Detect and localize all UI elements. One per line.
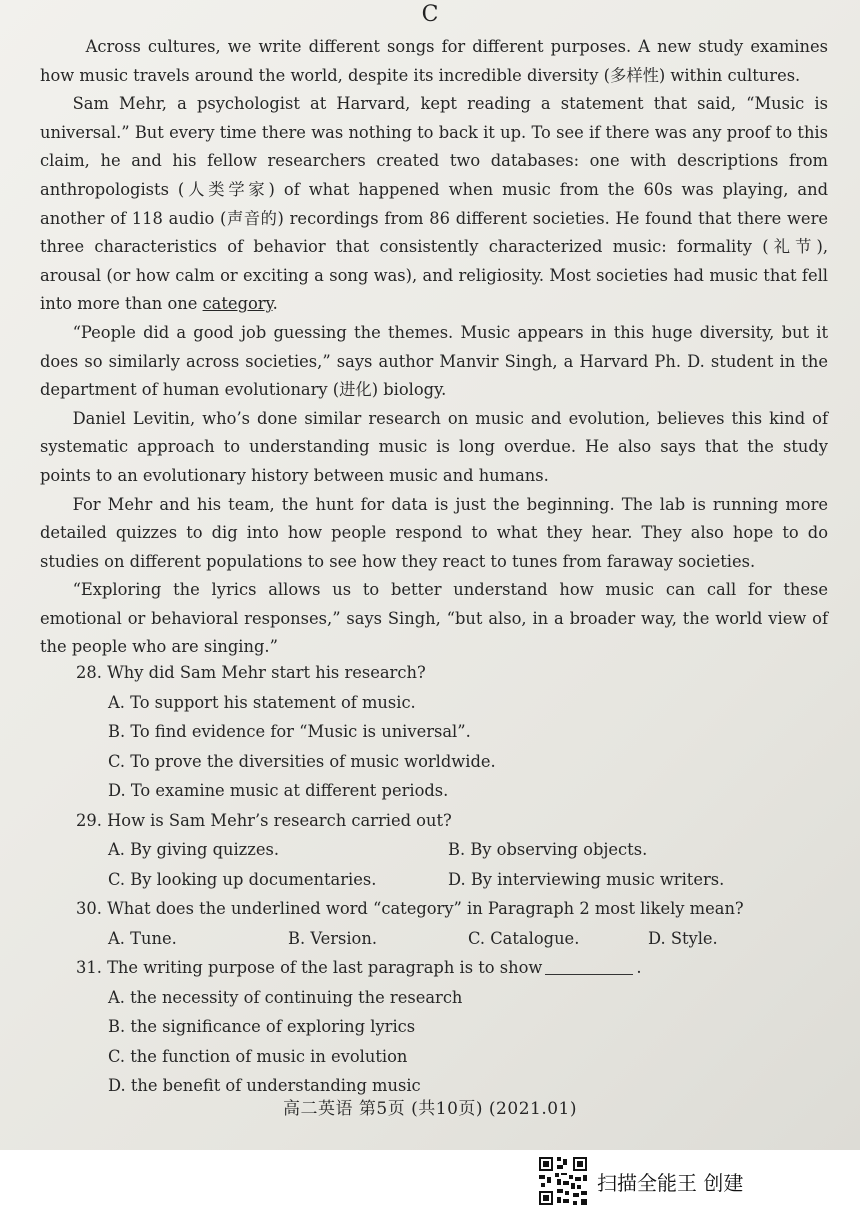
question-29-stem: 29. How is Sam Mehr’s research carried out? xyxy=(76,810,452,830)
question-29-option-b: B. By observing objects. xyxy=(448,840,648,859)
question-31-option-a: A. the necessity of continuing the research xyxy=(108,987,463,1007)
question-31-stem xyxy=(76,953,816,983)
paragraph-2-text: Sam Mehr, a psychologist at Harvard, kept reading a statement that said, “Music is universal.” But every time there was nothing to back it up. To see if there was any proof to this claim, he and his fellow researchers created two databases: one with descriptions from anthropologists (人类学家) of what happened when music from the 60s was playing, and another of 118 audio (声音的) recordings from 86 different societies. He found that there were three characteristics of behavior that consistently characterized music: formality (礼节), arousal (or how calm or exciting a song was), and religiosity. Most societies had music that fell into more than one xyxy=(40,94,828,314)
question-30-option-a: A. Tune. xyxy=(108,928,177,948)
question-30-stem: 30. What does the underlined word “category” in Paragraph 2 most likely mean? xyxy=(76,899,744,918)
question-29-row-2 xyxy=(76,865,816,895)
section-letter: C xyxy=(421,2,439,27)
question-29-row-1 xyxy=(76,835,816,865)
question-31-option-c: C. the function of music in evolution xyxy=(108,1046,408,1066)
question-30-option-c: C. Catalogue. xyxy=(468,928,580,948)
paragraph-1: Across cultures, we write different songs for different purposes. A new study examines how music travels around the world, despite its incredible diversity (多样性) within cultures. xyxy=(40,37,828,85)
question-31-stem-end: . xyxy=(636,958,642,977)
paragraph-2 xyxy=(40,90,828,319)
question-29-option-d: D. By interviewing music writers. xyxy=(448,869,725,889)
question-30-option-b: B. Version. xyxy=(288,928,378,948)
question-list xyxy=(76,658,816,1101)
qr-code-icon xyxy=(537,1155,589,1207)
question-28-option-c: C. To prove the diversities of music worldwide. xyxy=(108,751,496,771)
paragraph-6: “Exploring the lyrics allows us to better understand how music can call for these emotional or behavioral responses,” says Singh, “but also, in a broader way, the world view of the people who are singing.” xyxy=(40,580,828,657)
paragraph-3: “People did a good job guessing the themes. Music appears in this huge diversity, but it does so similarly across societies,” says author Manvir Singh, a Harvard Ph. D. student in the department of human evolutionary (进化) biology. xyxy=(40,322,828,400)
question-30-row xyxy=(76,924,816,954)
paragraph-2-end: . xyxy=(272,294,278,314)
question-28-option-b: B. To find evidence for “Music is universal”. xyxy=(108,722,471,741)
paragraph-4: Daniel Levitin, who’s done similar research on music and evolution, believes this kind of systematic approach to understanding music is long overdue. He also says that the study points to an evolutionary history between music and humans. xyxy=(40,408,828,485)
question-28-option-a: A. To support his statement of music. xyxy=(108,692,416,712)
page-footer: 高二英语 第5页 (共10页) (2021.01) xyxy=(283,1099,577,1119)
question-28-stem: 28. Why did Sam Mehr start his research? xyxy=(76,663,426,682)
scanner-label: 扫描全能王 创建 xyxy=(597,1170,744,1195)
question-29-option-a: A. By giving quizzes. xyxy=(108,840,280,859)
question-28-option-d: D. To examine music at different periods. xyxy=(108,781,449,800)
reading-passage xyxy=(40,33,828,662)
question-31-option-b: B. the significance of exploring lyrics xyxy=(108,1017,416,1036)
paragraph-5: For Mehr and his team, the hunt for data is just the beginning. The lab is running more detailed quizzes to dig into how people respond to what they hear. They also hope to do studies on different populations to see how they react to tunes from faraway societies. xyxy=(40,494,828,571)
scanner-watermark xyxy=(537,1156,743,1206)
question-30-option-d: D. Style. xyxy=(648,928,718,948)
question-29-option-c: C. By looking up documentaries. xyxy=(108,869,377,889)
question-31-option-d: D. the benefit of understanding music xyxy=(108,1076,421,1095)
underlined-word: category xyxy=(202,294,273,314)
question-31-stem-text: 31. The writing purpose of the last paragraph is to show xyxy=(76,958,543,977)
answer-blank xyxy=(545,956,633,975)
